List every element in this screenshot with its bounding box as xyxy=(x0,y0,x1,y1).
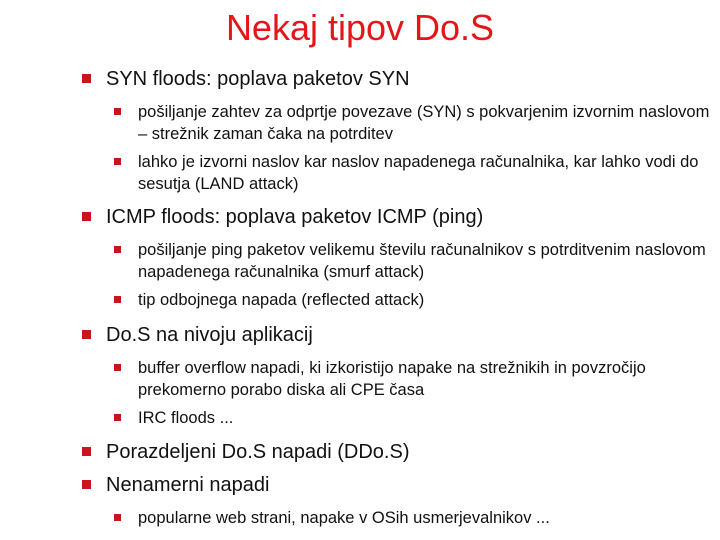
bullet-icmp-floods xyxy=(82,204,702,230)
square-bullet-icon xyxy=(82,212,91,221)
sub-bullet xyxy=(114,407,714,429)
square-bullet-icon xyxy=(114,246,121,253)
sub-bullet-text: pošiljanje zahtev za odprtje povezave (SYN) s pokvarjenim izvornim naslovom – strežnik zaman čaka na potrditev xyxy=(138,103,710,143)
square-bullet-icon xyxy=(82,74,91,83)
bullet-text: SYN floods: poplava paketov SYN xyxy=(106,68,410,90)
sub-bullet xyxy=(114,289,714,311)
bullet-application-dos xyxy=(82,322,702,348)
sub-bullet-text: tip odbojnega napada (reflected attack) xyxy=(138,291,425,309)
bullet-unintentional xyxy=(82,472,702,498)
square-bullet-icon xyxy=(114,414,121,421)
square-bullet-icon xyxy=(82,330,91,339)
sub-bullet xyxy=(114,151,714,195)
sub-bullet-text: IRC floods ... xyxy=(138,409,234,427)
square-bullet-icon xyxy=(114,158,121,165)
square-bullet-icon xyxy=(114,108,121,115)
bullet-ddos xyxy=(82,439,702,465)
sub-bullet xyxy=(114,507,714,529)
bullet-text: Nenamerni napadi xyxy=(106,474,270,496)
square-bullet-icon xyxy=(114,296,121,303)
bullet-text: Do.S na nivoju aplikacij xyxy=(106,324,313,346)
bullet-text: ICMP floods: poplava paketov ICMP (ping) xyxy=(106,206,484,228)
sub-bullet-text: popularne web strani, napake v OSih usmerjevalnikov ... xyxy=(138,509,550,527)
sub-bullet-text: lahko je izvorni naslov kar naslov napadenega računalnika, kar lahko vodi do sesutja (LAND attack) xyxy=(138,153,699,193)
square-bullet-icon xyxy=(82,480,91,489)
square-bullet-icon xyxy=(82,447,91,456)
sub-bullet-text: pošiljanje ping paketov velikemu številu računalnikov s potrditvenim naslovom napadenega računalnika (smurf attack) xyxy=(138,241,706,281)
square-bullet-icon xyxy=(114,364,121,371)
slide-body xyxy=(0,62,720,529)
bullet-text: Porazdeljeni Do.S napadi (DDo.S) xyxy=(106,441,410,463)
square-bullet-icon xyxy=(114,514,121,521)
slide-title: Nekaj tipov Do.S xyxy=(225,7,495,48)
sub-bullet xyxy=(114,101,714,145)
sub-bullet-text: buffer overflow napadi, ki izkoristijo napake na strežnikih in povzročijo prekomerno porabo diska ali CPE časa xyxy=(138,359,646,399)
sub-bullet xyxy=(114,239,714,283)
sub-bullet xyxy=(114,357,714,401)
bullet-syn-floods xyxy=(82,66,702,92)
